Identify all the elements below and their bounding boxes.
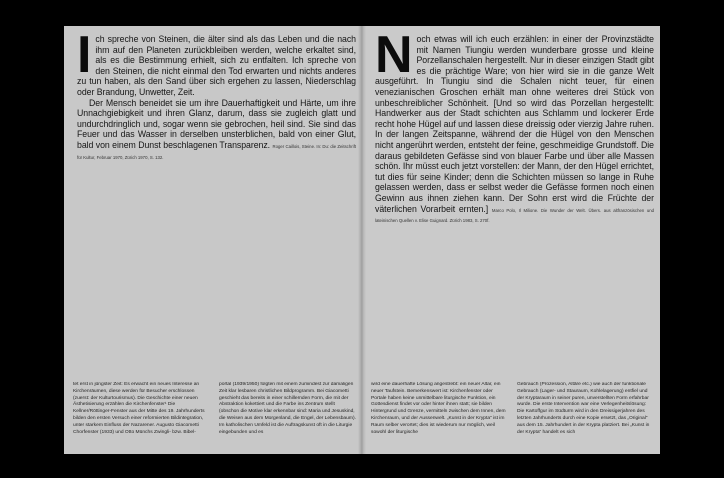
right-paragraph-1-text: och etwas will ich euch erzählen: in einer der Provinzstädte mit Namen Tiungiu werden wunderbare grosse und kleine Porzellanschalen hergestellt. Nur in dieser einzigen Stadt gibt es die prächtige Ware; von hier wird sie in die ganze Welt ausgeführt. In Tiungiu sind die Schalen nicht teuer, für einen venezianischen Groschen erhält man ohne weiteres drei Stück von unbeschreiblicher Schönheit. [Und so wird das Porzellan hergestellt: Handwerker aus der Stadt schichten aus Schlamm und lockerer Erde recht hohe Hügel auf und lassen diese dreissig oder vierzig Jahre ruhen. In der langen Zeitspanne, während der die Hügel von den Menschen nicht angerührt werden, entsteht der feine, geschmeidige Grundstoff. Die daraus gebildeten Gefässe sind von blauer Farbe und über alle Massen schön. Ihr müsst euch jetzt vorstellen: der Mann, der den Hügel errichtet, tut dies für seine Kinder; denn die Schichten müssen so lange in Ruhe gelassen werden, dass er selbst weder die Gefässe formen noch einen Gewinn aus ihnen ziehen kann. Der Sohn erst wird die Früchte der väterlichen Vorarbeit ernten.] [375,34,654,214]
left-dropcap: I [77,26,92,84]
left-page [64,26,362,454]
left-footer-columns [73,382,356,452]
left-paragraph-1: ch spreche von Steinen, die älter sind als das Leben und die nach ihm auf den Planeten zurückbleiben werden, welche erkaltet sind, als es die Bestimmung erhielt, sich zu entfalten. Ich spreche von den Steinen, die nicht einmal den Tod erwarten und nichts anderes zu tun haben, als den Sand über sich ergehen zu lassen, Niederschlag oder Brandung, Unwetter, Zeit. [77,34,356,97]
left-citation: Roger Caillois, Steine. In: Du: die Zeitschrift für Kultur, Februar 1970, Zürich 1970, S. 132. [77,143,356,160]
left-paragraph-2 [77,98,356,162]
left-paragraph-2-text: Der Mensch beneidet sie um ihre Dauerhaftigkeit und Härte, um ihre Unnachgiebigkeit und ihren Glanz, darum, dass sie zugleich glatt und undurchdringlich und, sogar wenn sie gebrochen, heil sind. Sie sind das Feuer und das Wasser in derselben unsterblichen, bald von einer Glut, bald von einem Dunst beschlagenen Transparenz. [77,97,356,150]
right-footer-column-1: wird eine dauerhafte Lösung angestrebt: ein neuer Altar, ein neuer Taufstein. Bemerkenswert ist: Kirchenfenster oder Portale haben keine unmittelbare liturgische Funktion, ein Gottesdienst findet vor oder hinter ihnen statt; sie bilden Hintergrund und Grenze, vermitteln zwischen dem Innen, dem Kirchenraum, und der Aussenwelt. „Kunst in der Krypta“ ist im Raum selber verortet; dies ist wiederum nur möglich, weil sowohl der liturgische [371,382,506,435]
left-main-text [77,26,356,161]
right-dropcap: N [375,26,413,84]
left-footer-column-2: portal (1939/1950) folgten mit einem zumindest zur damaligen Zeit klar lesbaren christlichen Bildprogramm. Bei Giacometti geschieht das bereits in einer schillernden Form, die mit der Abstraktion kokettiert und die Farbe ins Zentrum stellt (obschon die Motive klar erkennbar sind: Maria und Jesuskind, die Weisen aus dem Morgenland, die Engel, der Lebensbaum). Im katholischen Umfeld ist die Auftragskunst oft in die Liturgie eingebunden und es [219,382,356,435]
right-paragraph-1 [375,26,654,225]
right-main-text [375,26,654,225]
right-footer-column-2: Gebrauch (Prozession, Altäre etc.) wie auch der funktionale Gebrauch (Lager- und Stauraum, Kohlelagerung) entfiel und der Kryptaraum in seiner puren, unverstellten Form erfahrbar wurde. Die erste Intervention war eine Verlegenheitslösung: Die Kartoffgur im Südturm wird in den Dreissigerjahren des letzten Jahrhunderts durch eine Kopie ersetzt, das „Original“ aus dem 15. Jahrhundert in der Krypta platziert. Bei „Kunst in der Krypta“ handelt es sich [517,382,650,435]
book-gutter [358,26,366,454]
right-page [362,26,660,454]
right-footer-columns [371,382,654,452]
right-citation: Marco Polo, Il Milione. Die Wunder der Welt. Übers. aus altfranzösischen und lateinischen Quellen v. Elise Guignard. Zürich 1983, S. 270f. [375,207,654,224]
left-footer-column-1: tet erst in jüngster Zeit: Es erwacht ein neues Interesse an Kirchenräumen, diese werden für Besucher erschlossen (zuerst: der Kulturtourismus). Die Geschichte einer neuen Ästhetisierung erzählen die Kirchenfenster¹ Die Kellner/Röttinger-Fenster aus der Mitte des 19. Jahrhunderts bilden den ersten Versuch einer reformierten Bildintegration, unter starkem Einfluss der Nazarener. Augusto Giacometti Chorfenster (1933) und Otto Münchs Zwingli- bzw. Bibel- [73,382,205,435]
